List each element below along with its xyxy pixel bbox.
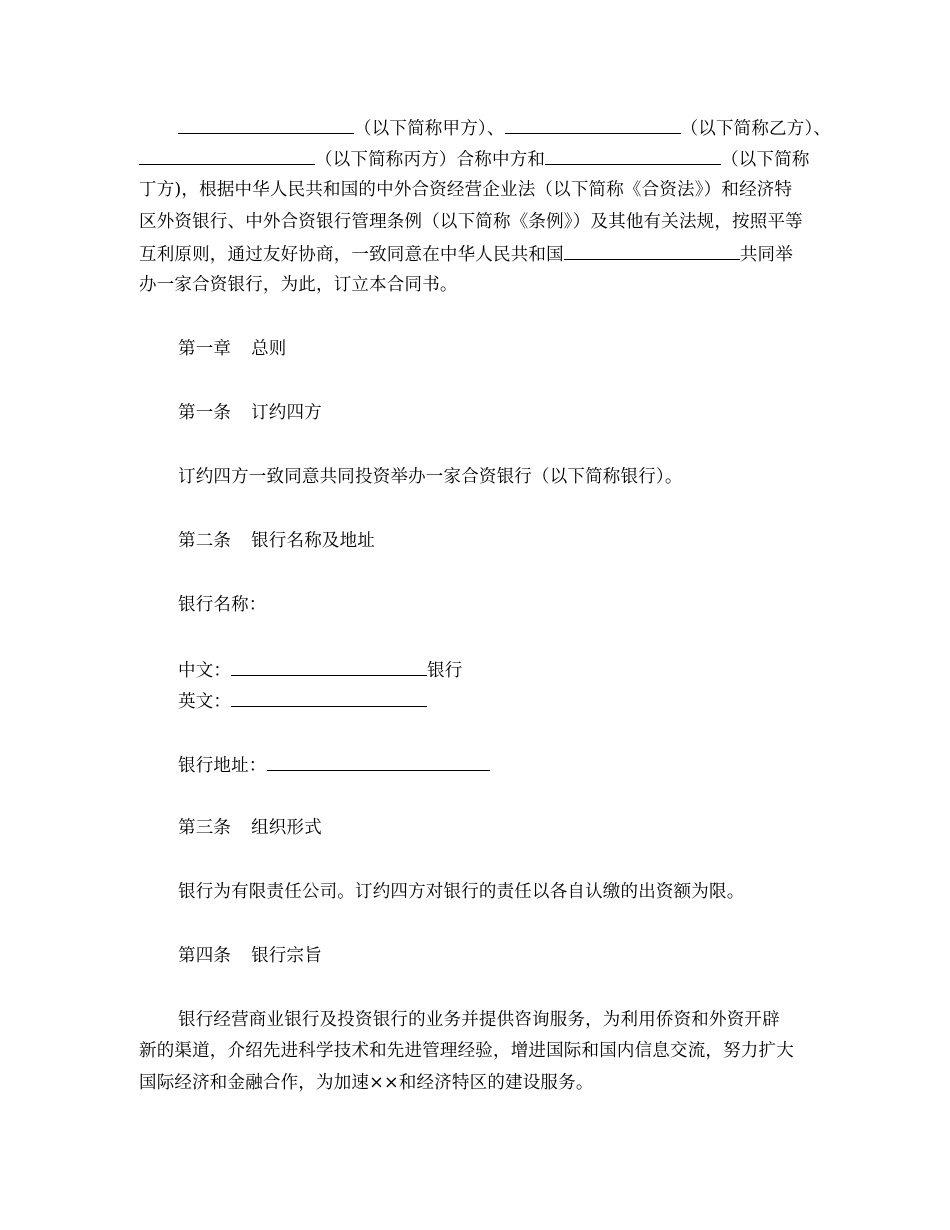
chinese-name-line	[178, 657, 858, 683]
chinese-name-label: 中文：	[178, 661, 232, 681]
article-title: 银行宗旨	[251, 946, 322, 966]
article-1-body: 订约四方一致同意共同投资举办一家合资银行（以下简称银行）。	[178, 467, 683, 487]
bank-address-label: 银行地址：	[178, 756, 267, 776]
party-c-blank[interactable]	[139, 146, 315, 165]
preamble-text: （以下简称乙方）、	[680, 119, 832, 139]
preamble-text: （以下简称	[721, 150, 810, 170]
preamble-text: 互利原则，通过友好协商，一致同意在中华人民共和国	[139, 245, 564, 265]
chinese-name-blank[interactable]	[231, 657, 427, 676]
article-number: 第三条	[178, 818, 232, 838]
party-b-blank[interactable]	[505, 115, 681, 134]
english-name-blank[interactable]	[231, 688, 427, 707]
chinese-name-suffix: 银行	[427, 661, 463, 681]
bank-address-blank[interactable]	[267, 752, 490, 771]
preamble-text: （以下简称丙方）合称中方和	[315, 150, 546, 170]
preamble-line-4: 区外资银行、中外合资银行管理条例（以下简称《条例》）及其他有关法规，按照平等	[139, 212, 803, 232]
article-title: 银行名称及地址	[251, 531, 376, 551]
preamble-line-6: 办一家合资银行，为此，订立本合同书。	[139, 275, 458, 295]
preamble-line-3: 丁方)，根据中华人民共和国的中外合资经营企业法（以下简称《合资法》）和经济特	[139, 180, 793, 200]
article-3-body: 银行为有限责任公司。订约四方对银行的责任以各自认缴的出资额为限。	[178, 882, 745, 902]
article-2-heading	[178, 529, 858, 553]
article-3-heading	[178, 816, 858, 840]
article-title: 订约四方	[251, 403, 322, 423]
article-number: 第二条	[178, 531, 232, 551]
article-title: 组织形式	[251, 818, 322, 838]
article-4-body-line-3: 国际经济和金融合作，为加速××和经济特区的建设服务。	[139, 1073, 594, 1093]
article-4-body-line-2: 新的渠道，介绍先进科学技术和先进管理经验，增进国际和国内信息交流，努力扩大	[139, 1041, 794, 1061]
preamble-text: （以下简称甲方）、	[354, 119, 505, 139]
party-d-blank[interactable]	[545, 146, 721, 165]
english-name-label: 英文：	[178, 692, 232, 712]
article-1-heading	[178, 401, 858, 425]
chapter-number: 第一章	[178, 339, 232, 359]
english-name-line	[178, 688, 858, 714]
party-a-blank[interactable]	[178, 115, 354, 134]
article-4-body-line-1: 银行经营商业银行及投资银行的业务并提供咨询服务，为利用侨资和外资开辟	[178, 1010, 780, 1030]
article-4-heading	[178, 944, 858, 968]
preamble-text: 共同举	[739, 245, 793, 265]
article-number: 第四条	[178, 946, 232, 966]
bank-name-label: 银行名称：	[178, 595, 267, 615]
chapter-title: 总则	[251, 339, 287, 359]
preamble-line-2	[139, 146, 819, 172]
article-number: 第一条	[178, 403, 232, 423]
preamble-line-5	[139, 241, 819, 267]
location-blank[interactable]	[564, 241, 740, 260]
preamble-line-1	[178, 115, 858, 141]
chapter-heading	[178, 337, 858, 361]
bank-address-line	[178, 752, 858, 778]
